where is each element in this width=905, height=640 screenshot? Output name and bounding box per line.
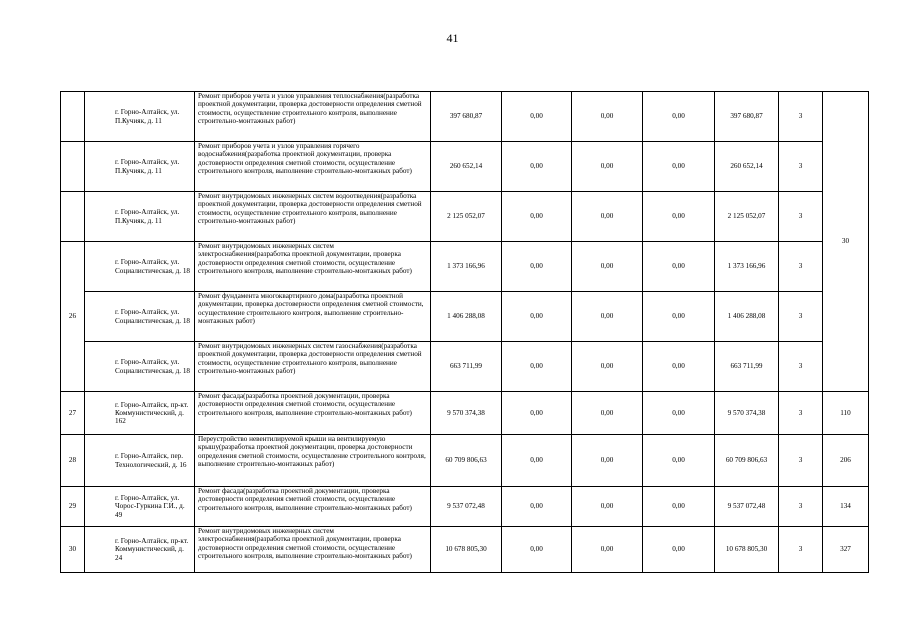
cost-cell-3: 0,00	[643, 487, 715, 527]
apartments-count-cell: 327	[823, 527, 869, 573]
address-cell: г. Горно-Алтайск, пр-кт. Коммунистический, д. 24	[85, 527, 195, 573]
cost-cell-1: 0,00	[502, 487, 572, 527]
work-description-cell: Ремонт внутридомовых инженерных систем электроснабжения(разработка проектной документации, проверка достоверности определения сметной стоимости, осуществление строительного контроля, выполнение строительно-монтажных работ)	[195, 527, 431, 573]
row-number-cell	[61, 192, 85, 242]
cost-cell-1: 0,00	[502, 342, 572, 392]
cost-cell-3: 0,00	[643, 292, 715, 342]
table-row	[61, 92, 869, 142]
total-cost-cell: 9 570 374,38	[431, 392, 502, 435]
term-cell: 3	[779, 292, 823, 342]
cost-cell-1: 0,00	[502, 392, 572, 435]
total-cost-cell: 10 678 805,30	[431, 527, 502, 573]
term-cell: 3	[779, 435, 823, 487]
table-row	[61, 342, 869, 392]
term-cell: 3	[779, 487, 823, 527]
cost-cell-2: 0,00	[572, 435, 643, 487]
total-cost-cell: 397 680,87	[431, 92, 502, 142]
cost-cell-4: 663 711,99	[715, 342, 779, 392]
cost-cell-4: 60 709 806,63	[715, 435, 779, 487]
cost-cell-4: 9 537 072,48	[715, 487, 779, 527]
total-cost-cell: 2 125 052,07	[431, 192, 502, 242]
work-description-cell: Ремонт внутридомовых инженерных систем водоотведения(разработка проектной документации, проверка достоверности определения сметной стоимости, осуществление строительного контроля, выполнение строительно-монтажных работ)	[195, 192, 431, 242]
cost-cell-4: 1 373 166,96	[715, 242, 779, 292]
table-row	[61, 392, 869, 435]
table-row	[61, 142, 869, 192]
table-row	[61, 242, 869, 292]
cost-cell-2: 0,00	[572, 527, 643, 573]
cost-cell-1: 0,00	[502, 92, 572, 142]
row-number-cell: 27	[61, 392, 85, 435]
cost-cell-1: 0,00	[502, 435, 572, 487]
address-cell: г. Горно-Алтайск, ул. П.Кучияк, д. 11	[85, 192, 195, 242]
term-cell: 3	[779, 527, 823, 573]
term-cell: 3	[779, 92, 823, 142]
cost-cell-2: 0,00	[572, 242, 643, 292]
row-number-cell	[61, 142, 85, 192]
total-cost-cell: 1 406 288,08	[431, 292, 502, 342]
total-cost-cell: 260 652,14	[431, 142, 502, 192]
work-description-cell: Переустройство невентилируемой крыши на вентилируемую крышу(разработка проектной документации, проверка достоверности определения сметной стоимости, осуществление строительного контроля, выполнение строительно-монтажных работ)	[195, 435, 431, 487]
address-cell: г. Горно-Алтайск, ул. Чорос-Гуркина Г.И., д. 49	[85, 487, 195, 527]
row-number-cell	[61, 92, 85, 142]
cost-cell-4: 397 680,87	[715, 92, 779, 142]
cost-cell-4: 260 652,14	[715, 142, 779, 192]
term-cell: 3	[779, 242, 823, 292]
cost-cell-1: 0,00	[502, 242, 572, 292]
address-cell: г. Горно-Алтайск, пер. Технологический, д. 16	[85, 435, 195, 487]
apartments-count-cell: 134	[823, 487, 869, 527]
cost-cell-1: 0,00	[502, 142, 572, 192]
cost-cell-4: 1 406 288,08	[715, 292, 779, 342]
work-description-cell: Ремонт фундамента многоквартирного дома(разработка проектной документации, проверка достоверности определения сметной стоимости, осуществление строительного контроля, выполнение строительно-монтажных работ)	[195, 292, 431, 342]
total-cost-cell: 60 709 806,63	[431, 435, 502, 487]
table-row	[61, 192, 869, 242]
term-cell: 3	[779, 342, 823, 392]
cost-cell-3: 0,00	[643, 142, 715, 192]
address-cell: г. Горно-Алтайск, ул. Социалистическая, д. 18	[85, 242, 195, 292]
work-description-cell: Ремонт приборов учета и узлов управления горячего водоснабжения(разработка проектной документации, проверка достоверности определения сметной стоимости, осуществление строительного контроля, выполнение строительно-монтажных работ)	[195, 142, 431, 192]
cost-cell-2: 0,00	[572, 342, 643, 392]
address-cell: г. Горно-Алтайск, пр-кт. Коммунистический, д. 162	[85, 392, 195, 435]
address-cell: г. Горно-Алтайск, ул. Социалистическая, д. 18	[85, 292, 195, 342]
total-cost-cell: 9 537 072,48	[431, 487, 502, 527]
address-cell: г. Горно-Алтайск, ул. П.Кучияк, д. 11	[85, 92, 195, 142]
cost-cell-3: 0,00	[643, 392, 715, 435]
work-description-cell: Ремонт внутридомовых инженерных систем электроснабжения(разработка проектной документации, проверка достоверности определения сметной стоимости, осуществление строительного контроля, выполнение строительно-монтажных работ)	[195, 242, 431, 292]
cost-cell-4: 2 125 052,07	[715, 192, 779, 242]
cost-cell-3: 0,00	[643, 192, 715, 242]
table-row	[61, 435, 869, 487]
work-description-cell: Ремонт внутридомовых инженерных систем газоснабжения(разработка проектной документации, проверка достоверности определения сметной стоимости, осуществление строительного контроля, выполнение строительно-монтажных работ)	[195, 342, 431, 392]
apartments-count-cell: 30	[823, 92, 869, 392]
cost-cell-3: 0,00	[643, 92, 715, 142]
cost-cell-3: 0,00	[643, 242, 715, 292]
apartments-count-cell: 206	[823, 435, 869, 487]
cost-cell-2: 0,00	[572, 392, 643, 435]
cost-cell-3: 0,00	[643, 527, 715, 573]
cost-cell-2: 0,00	[572, 92, 643, 142]
cost-cell-3: 0,00	[643, 435, 715, 487]
table-row	[61, 292, 869, 342]
row-number-cell: 28	[61, 435, 85, 487]
works-table	[60, 91, 869, 573]
work-description-cell: Ремонт фасада(разработка проектной документации, проверка достоверности определения сметной стоимости, осуществление строительного контроля, выполнение строительно-монтажных работ)	[195, 487, 431, 527]
work-description-cell: Ремонт приборов учета и узлов управления теплоснабжения(разработка проектной документации, проверка достоверности определения сметной стоимости, осуществление строительного контроля, выполнение строительно-монтажных работ)	[195, 92, 431, 142]
cost-cell-1: 0,00	[502, 527, 572, 573]
cost-cell-2: 0,00	[572, 292, 643, 342]
term-cell: 3	[779, 142, 823, 192]
cost-cell-2: 0,00	[572, 192, 643, 242]
cost-cell-3: 0,00	[643, 342, 715, 392]
work-description-cell: Ремонт фасада(разработка проектной документации, проверка достоверности определения сметной стоимости, осуществление строительного контроля, выполнение строительно-монтажных работ)	[195, 392, 431, 435]
apartments-count-cell: 110	[823, 392, 869, 435]
row-number-cell: 26	[61, 242, 85, 392]
row-number-cell: 30	[61, 527, 85, 573]
cost-cell-1: 0,00	[502, 292, 572, 342]
address-cell: г. Горно-Алтайск, ул. П.Кучияк, д. 11	[85, 142, 195, 192]
page-number: 41	[446, 31, 459, 45]
total-cost-cell: 1 373 166,96	[431, 242, 502, 292]
cost-cell-1: 0,00	[502, 192, 572, 242]
total-cost-cell: 663 711,99	[431, 342, 502, 392]
cost-cell-2: 0,00	[572, 487, 643, 527]
cost-cell-2: 0,00	[572, 142, 643, 192]
table-row	[61, 487, 869, 527]
term-cell: 3	[779, 192, 823, 242]
cost-cell-4: 9 570 374,38	[715, 392, 779, 435]
address-cell: г. Горно-Алтайск, ул. Социалистическая, д. 18	[85, 342, 195, 392]
cost-cell-4: 10 678 805,30	[715, 527, 779, 573]
row-number-cell: 29	[61, 487, 85, 527]
table-row	[61, 527, 869, 573]
term-cell: 3	[779, 392, 823, 435]
